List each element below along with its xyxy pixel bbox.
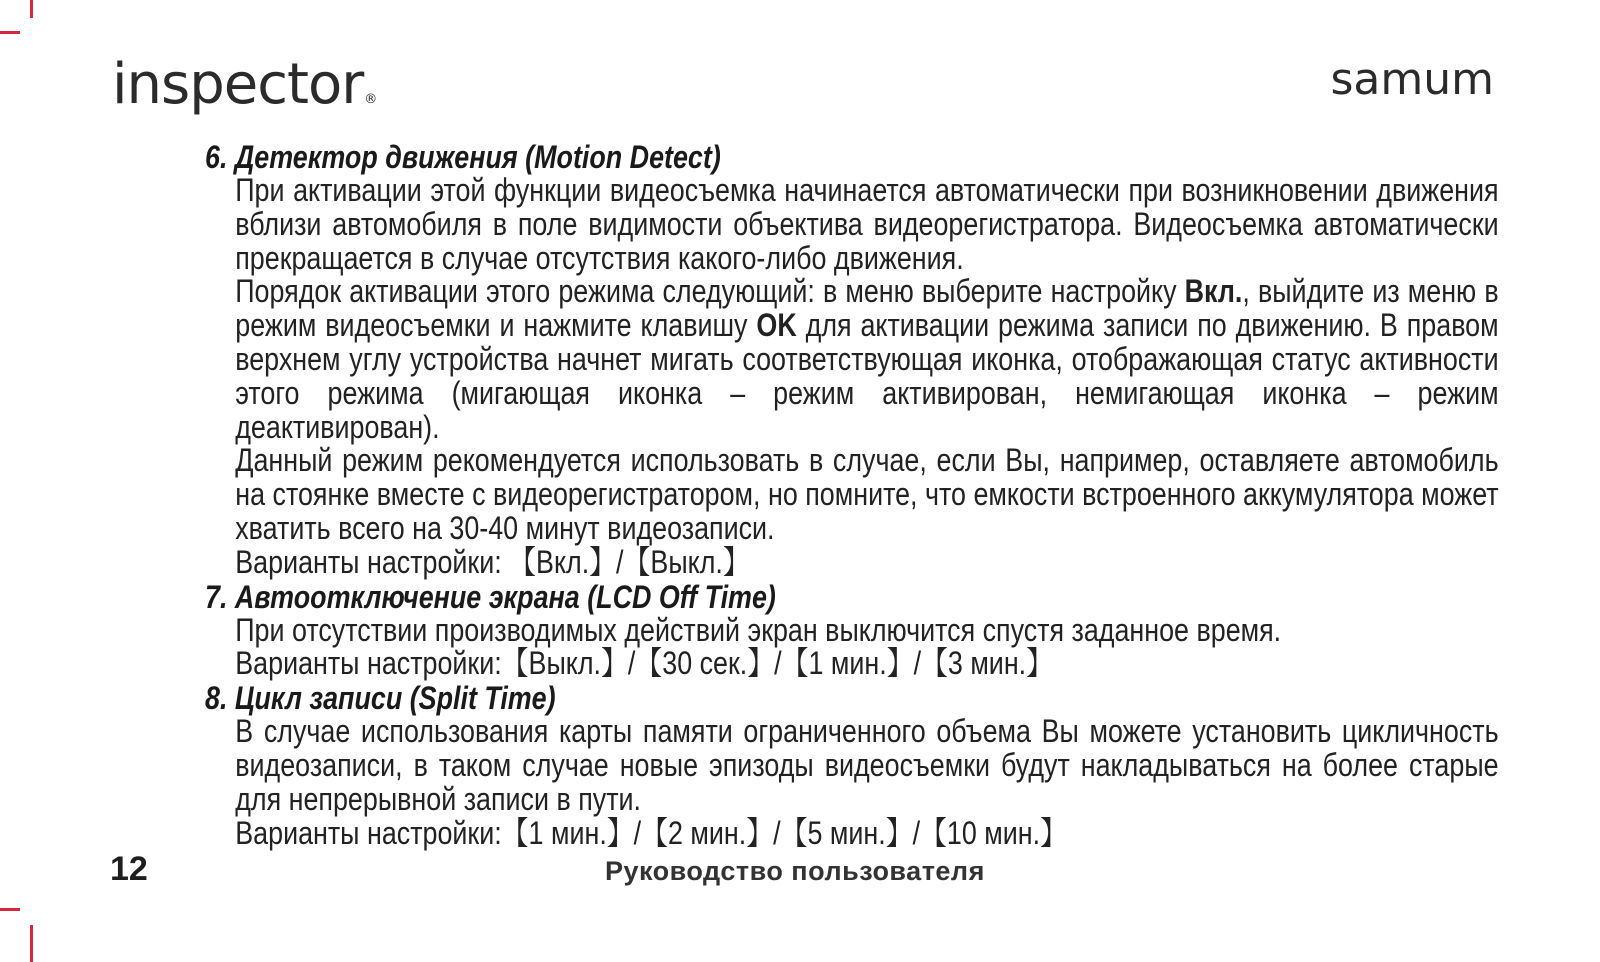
page-number: 12 [110,850,148,888]
paragraph: Данный режим рекомендуется использовать в случае, если Вы, например, оставляете автомобиль на стоянке вместе с видеорегистратором, но помните, что емкости встроенного аккумулятора может хватить всего на 30-40 минут видеозаписи. [235,442,1499,546]
crop-mark-top-vertical [30,0,33,18]
text-run: Порядок активации этого режима следующий: в меню выберите настройку [235,273,1185,310]
footer-title: Руководство пользователя [605,856,985,886]
paragraph: При отсутствии производимых действий экран выключится спустя заданное время. [235,611,1282,648]
crop-mark-bottom-vertical [30,925,33,962]
section-heading: 7. Автоотключение экрана (LCD Off Time) [205,578,776,615]
paragraph: При активации этой функции видеосъемка начинается автоматически при возникновении движения вблизи автомобиля в поле видимости объектива видеорегистратора. Видеосъемка автоматически прекращается в случае отсутствия какого-либо движения. [235,172,1499,276]
text-run: для активации режима записи по движению. В правом верхнем углу устройства начнет мигать соответствующая иконка, отображающая статус активности этого режима (мигающая иконка – режим активирован, немигающая иконка – режим деактивирован). [235,307,1499,445]
section-split-time [205,681,1499,850]
registered-mark: ® [364,92,378,107]
settings-options: Варианты настройки:【Выкл.】/【30 сек.】/【1 мин.】/【3 мин.】 [235,645,1054,682]
section-heading: 8. Цикл записи (Split Time) [205,680,556,717]
brand-logo-samum: samum [1330,54,1494,105]
section-heading: 6. Детектор движения (Motion Detect) [205,139,721,175]
crop-mark-bottom-horizontal [0,908,20,911]
text-run: , выйдите из меню в режим видеосъемки и нажмите клавишу [235,273,1499,344]
settings-options: Варианты настройки: 【Вкл.】/【Выкл.】 [235,543,750,580]
brand-logo-text: inspector [112,52,364,117]
section-motion-detect [205,140,1499,580]
bold-term: Вкл. [1184,273,1243,310]
manual-content [205,139,1499,851]
paragraph [235,275,1498,444]
section-lcd-off-time [205,580,1499,682]
settings-options: Варианты настройки:【1 мин.】/【2 мин.】/【5 мин.】/【10 мин.】 [235,814,1067,851]
brand-logo-inspector [112,52,377,117]
paragraph: В случае использования карты памяти ограниченного объема Вы можете установить цикличность видеозаписи, в таком случае новые эпизоды видеосъемки будут накладываться на более старые для непрерывной записи в пути. [235,713,1499,817]
crop-mark-top-horizontal [0,31,20,34]
bold-term: OK [756,307,797,344]
